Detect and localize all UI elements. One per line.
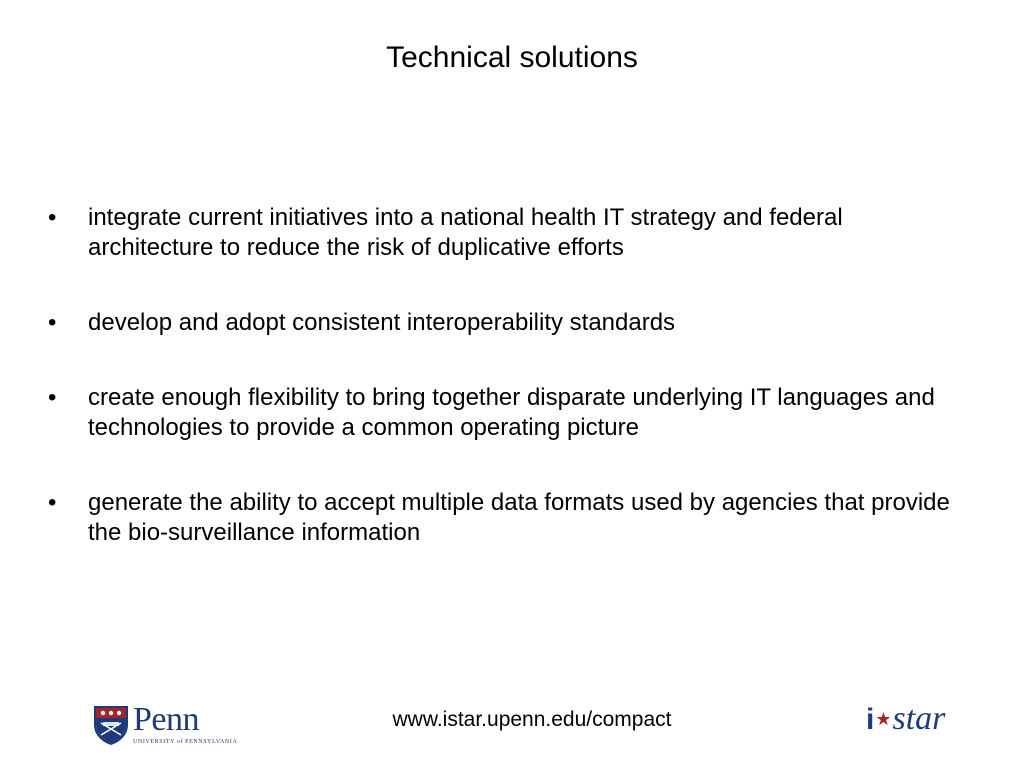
bullet-item: [48, 383, 968, 443]
bullet-marker: •: [48, 384, 57, 411]
penn-subtitle: UNIVERSITY of PENNSYLVANIA: [133, 739, 238, 745]
footer-url: www.istar.upenn.edu/compact: [392, 708, 672, 731]
bullet-item: [48, 488, 968, 548]
bullet-item: [48, 308, 968, 338]
istar-logo-word: star: [892, 700, 946, 737]
bullet-text: integrate current initiatives into a national health IT strategy and federal architecture to reduce the risk of duplicative efforts: [88, 204, 843, 261]
bullet-text: generate the ability to accept multiple data formats used by agencies that provide the bio-surveillance information: [88, 489, 950, 546]
bullet-marker: •: [48, 204, 57, 231]
bullet-item: [48, 203, 968, 263]
istar-logo: [866, 699, 976, 743]
bullet-marker: •: [48, 309, 57, 336]
penn-wordmark: Penn: [133, 701, 199, 738]
istar-logo-i: i: [866, 703, 875, 736]
star-icon: ★: [875, 709, 892, 729]
bullet-list: [48, 203, 968, 593]
bullet-marker: •: [48, 489, 57, 516]
slide-title: Technical solutions: [386, 41, 638, 74]
bullet-text: create enough flexibility to bring together disparate underlying IT languages and technologies to provide a common operating picture: [88, 384, 935, 441]
bullet-text: develop and adopt consistent interoperability standards: [88, 309, 676, 336]
